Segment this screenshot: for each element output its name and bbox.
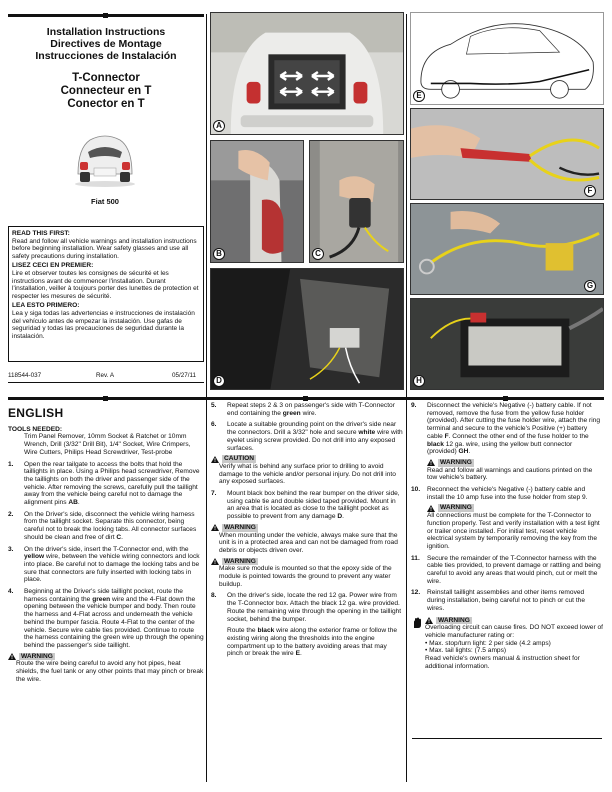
step-number: 11. — [411, 554, 420, 562]
step-text: Route the — [227, 627, 256, 635]
step-text: Repeat steps 2 & 3 on passenger's side with T-Connector end containing the — [227, 402, 395, 417]
figure-e — [410, 12, 604, 105]
hand-stop-icon — [411, 617, 423, 629]
step-3 — [8, 546, 204, 585]
title-en: Installation Instructions — [46, 26, 166, 38]
step-number: 4. — [8, 588, 14, 596]
figure-e-label: E — [413, 90, 425, 102]
step-8-continued: Route the black wire along the exterior frame or follow the existing wiring along the thresholds into the engine compartment up to the battery avoiding areas that may pinch or break the wire E. — [227, 627, 398, 658]
read-first-en-text: Read and follow all vehicle warnings and installation instructions before beginning installation. Wear safety glasses and use all safety precautions during installation. — [12, 237, 197, 260]
step-text: On the Driver's side, disconnect the vehicle wiring harness from the taillight socket. Separate this connector, being careful not to break the locking tabs. All connector surfaces should be clean and free of dirt — [24, 510, 197, 541]
column-2 — [211, 402, 403, 658]
overload-note: Read vehicle's owners manual & instruction sheet for additional information. — [425, 655, 580, 670]
step-text: Locate a suitable grounding point on the driver's side near the connectors. Drill a 3/32" hole and secure — [227, 421, 397, 437]
step-5 — [211, 402, 403, 417]
step-text: Reconnect the vehicle's Negative (-) battery cable and install the 10 amp fuse into the fuse holder from step 9. — [427, 486, 588, 501]
step-7: 7. Mount black box behind the rear bumper on the driver side, using cable tie and double sided taped provided. Mount in an area that is located as close to the taillight pocket as possible to prevent from any damage D. — [211, 490, 400, 521]
warning-text: When mounting under the vehicle, always make sure that the unit is in a protected area and can not be damaged from road debris or objects driven over. — [219, 531, 398, 554]
figure-ref: E — [295, 650, 300, 658]
read-first-fr-text: Lire et observer toutes les consignes de sécurité et les instructions avant de commencer l'installation. Durant l'installation, veiller à toujours porter des lunettes de protection et respecter les mesures de sécurité. — [12, 269, 199, 300]
figure-f — [410, 108, 604, 200]
figure-ref: F — [444, 432, 449, 440]
figure-b-label: B — [213, 248, 225, 260]
warning-label: WARNING — [224, 557, 256, 565]
top-rule-marker — [103, 13, 108, 18]
overload-bullet-2: • Max. tail lights: (7.5 amps) — [425, 647, 507, 655]
figure-ref: AB — [68, 499, 78, 507]
step-number: 7. — [211, 490, 217, 498]
section-heading: ENGLISH — [8, 406, 64, 420]
product-es: Conector en T — [67, 98, 145, 110]
tools-heading: TOOLS NEEDED: — [8, 425, 63, 433]
part-number: 118544-037 — [8, 372, 42, 379]
step-number: 3. — [8, 545, 14, 553]
wire-color: black — [257, 627, 275, 635]
warning-label: WARNING — [438, 616, 470, 624]
section-rule-marker-1 — [103, 396, 108, 401]
read-first-es-text: Lea y siga todas las advertencias e instrucciones de instalación del vehículo antes de empezar la instalación. Use gafas de seguridad y todas las precauciones de seguridad durante la instalación. — [12, 309, 195, 340]
column-1 — [8, 406, 204, 684]
warning-header — [425, 617, 603, 625]
warning-text: Make sure module is mounted so that the epoxy side of the module is pointed towards the ground to prevent any water buildup. — [219, 565, 392, 588]
caution-text: Verify what is behind any surface prior to drilling to avoid damage to the vehicle and/or personal injury. Do not drill into any exposed surfaces. — [219, 462, 396, 486]
step-number: 6. — [211, 421, 217, 429]
title-fr: Directives de Montage — [50, 38, 162, 50]
bottom-rule — [412, 738, 602, 739]
warning-text: Read and follow all warnings and cautions printed on the tow vehicle's battery. — [427, 466, 593, 482]
col-divider-2 — [406, 400, 407, 782]
step-9: 9. Disconnect the vehicle's Negative (-) battery cable. If not removed, remove the fuse from the yellow fuse holder (provided). After cutting the fuse holder wire, attach the ring terminal and secure to the vehicle's Positive (+) battery cable F. Connect the other end of the fuse holder to the black 12 ga. wire, using the yellow butt connector (provided) GH. — [411, 402, 600, 456]
read-first-fr-heading: LISEZ CECI EN PREMIER: — [12, 262, 94, 270]
step-text: Mount black box behind the rear bumper on the driver side, using cable tie and double sided taped provided. Mount in an area that is located as close to the taillight pocket as possible to prevent from any damage — [227, 490, 400, 521]
revision: Rev. A — [96, 372, 115, 379]
warning-icon — [211, 558, 219, 565]
step-6 — [211, 421, 403, 452]
date: 05/27/11 — [172, 372, 197, 379]
warning-icon — [8, 653, 16, 660]
col-divider-1 — [206, 400, 207, 782]
figure-h — [410, 298, 604, 390]
read-first-box — [8, 226, 204, 362]
figure-c — [309, 140, 404, 263]
vehicle-image — [70, 128, 140, 188]
figure-h-label: H — [413, 375, 425, 387]
warning-label: WARNING — [440, 458, 472, 466]
step-text: wire. — [302, 409, 317, 417]
product-fr: Connecteur en T — [60, 85, 152, 97]
top-divider-left — [206, 14, 207, 398]
warning-label: WARNING — [21, 652, 53, 660]
warning-icon — [211, 456, 219, 463]
vehicle-caption: Fiat 500 — [91, 197, 119, 206]
top-divider-right — [406, 14, 407, 398]
figure-b — [210, 140, 304, 263]
overload-bullet-1: • Max. stop/turn light: 2 per side (4.2 amps) — [425, 639, 551, 647]
figure-d — [210, 268, 404, 390]
read-first-en-heading: READ THIS FIRST: — [12, 230, 70, 237]
wire-color: white — [358, 429, 376, 437]
warning-header — [8, 653, 204, 661]
figure-g — [410, 203, 604, 295]
warning-header — [411, 504, 603, 512]
step-1: 1. Open the rear tailgate to access the bolts that hold the taillights in place. Using a Philips head screwdriver, Remove the taillights on both the driver and passenger side of the vehicle. After removing the screws, carefully pull the taillight away from the vehicle being careful not to damage the alignment pins AB. — [8, 460, 200, 507]
step-text: On the driver's side, insert the T-Connector end, with the — [24, 545, 189, 553]
step-number: 1. — [8, 460, 14, 468]
step-text: wire with eyelet using screw provided. Do not drill into any exposed surfaces. — [227, 429, 403, 452]
step-text: On the driver's side, locate the red 12 ga. Power wire from the T-Connector box. Attach the black 12 ga. wire provided. Route the remaining wire through the opening in the taillight socket, behind the bumper. — [227, 592, 402, 623]
figure-f-label: F — [584, 185, 596, 197]
step-11 — [411, 555, 603, 586]
section-rule-marker-2 — [303, 396, 308, 401]
section-rule-marker-3 — [503, 396, 508, 401]
overload-warning — [411, 617, 603, 671]
overload-intro: Overloading circuit can cause fires. DO NOT exceed lower of vehicle manufacturer rating or: — [425, 624, 603, 639]
column-3 — [411, 402, 603, 671]
warning-header — [211, 524, 403, 532]
step-number: 8. — [211, 592, 217, 600]
warning-icon — [211, 524, 219, 531]
meta-rule — [8, 382, 204, 383]
figure-ref: D — [337, 513, 343, 521]
wire-color: green — [282, 409, 301, 417]
step-text: . Connect the other end of the fuse holder to the — [448, 432, 589, 440]
caution-header — [211, 455, 403, 463]
step-text: wire along the exterior frame or follow the existing wiring along the thresholds into the engine compartment up to the battery avoiding areas that may pinch or break the wire — [227, 627, 398, 658]
step-number: 9. — [411, 402, 417, 409]
step-text: wire, between the vehicle wiring connectors and lock into place. Be careful not to damage the locking tabs and be sure that connectors are fully inserted with locking tabs in place. — [24, 553, 200, 584]
tools-text: Trim Panel Remover, 10mm Socket & Ratchet or 10mm Wrench, Drill (3/32" Drill Bit), 1/4" Socket, Wire Crimpers, Wire Cutters, Philips Head Screwdriver, Test-probe — [24, 433, 191, 456]
step-text: Open the rear tailgate to access the bolts that hold the taillights in place. Using a Philips head screwdriver, Remove the taillights on both the driver and passenger side of the vehicle. After removing the screws, carefully pull the taillight away from the vehicle being careful not to damage the alignment pins — [24, 460, 200, 507]
step-number: 12. — [411, 589, 421, 597]
step-text: wire and the 4-Flat down the opening between the vehicle bumper and body. Then route the harness and 4-Flat across and underneath the vehicle behind the bumper fascia. Route 4-Flat to the center of the vehicle. Secure wire cable ties provided. Continue to route the harness containing the green wire up through the opening behind the passenger's side taillight. — [24, 595, 204, 649]
warning-header — [211, 558, 403, 566]
product-en: T-Connector — [72, 72, 140, 84]
wire-color: black — [427, 440, 444, 448]
caution-label: CAUTION — [224, 455, 255, 463]
step-2: 2. On the Driver's side, disconnect the vehicle wiring harness from the taillight socket. Separate this connector, being careful not to break the locking tabs. All connector surfaces should be clean and free of dirt C. — [8, 510, 197, 541]
read-first-es-heading: LEA ESTO PRIMERO: — [12, 302, 80, 310]
step-text: Beginning at the Driver's side taillight pocket, route the harness containing the — [24, 588, 183, 603]
figure-ref: GH — [458, 448, 469, 456]
figure-a-label: A — [213, 120, 225, 132]
step-number: 2. — [8, 510, 14, 518]
step-text: Reinstall taillight assemblies and other items removed during installation, being careful not to pinch or cut the wires. — [427, 589, 585, 612]
warning-label: WARNING — [440, 504, 472, 512]
step-10 — [411, 486, 603, 501]
step-number: 10. — [411, 486, 421, 494]
warning-icon — [425, 617, 433, 624]
step-text: Secure the remainder of the T-Connector harness with the cable ties provided, to prevent damage or rattling and being careful to avoid any areas that would pinch, cut or melt the wire. — [427, 554, 601, 585]
figure-d-label: D — [213, 375, 225, 387]
step-12 — [411, 589, 603, 612]
warning-icon — [427, 459, 435, 466]
figure-c-label: C — [312, 248, 324, 260]
figure-g-label: G — [584, 280, 596, 292]
warning-text: All connections must be complete for the T-Connector to function properly. Test and verify installation with a test light or trailer once installed. For initial test, reset vehicle electrical system by temporarily removing the key from the ignition. — [427, 512, 600, 550]
wire-color: yellow — [24, 553, 45, 561]
step-4 — [8, 588, 204, 650]
warning-label: WARNING — [224, 523, 256, 531]
warning-text: Route the wire being careful to avoid any hot pipes, heat shields, the fuel tank or any other points that may pinch or break the wire. — [16, 660, 204, 683]
step-8 — [211, 592, 403, 623]
step-text: Disconnect the vehicle's Negative (-) battery cable. If not removed, remove the fuse from the yellow fuse holder (provided). After cutting the fuse holder wire, attach the ring terminal and secure to the vehicle's Positive (+) battery cable — [427, 402, 600, 440]
step-text: 12 ga. wire, using the yellow butt connector (provided) — [427, 440, 573, 456]
figure-ref: C — [116, 533, 122, 541]
figure-a — [210, 12, 404, 135]
wire-color: green — [92, 595, 111, 603]
title-block — [8, 26, 204, 111]
warning-icon — [427, 505, 435, 512]
step-number: 5. — [211, 402, 217, 409]
warning-header — [411, 459, 603, 467]
title-es: Instrucciones de Instalación — [35, 50, 177, 62]
